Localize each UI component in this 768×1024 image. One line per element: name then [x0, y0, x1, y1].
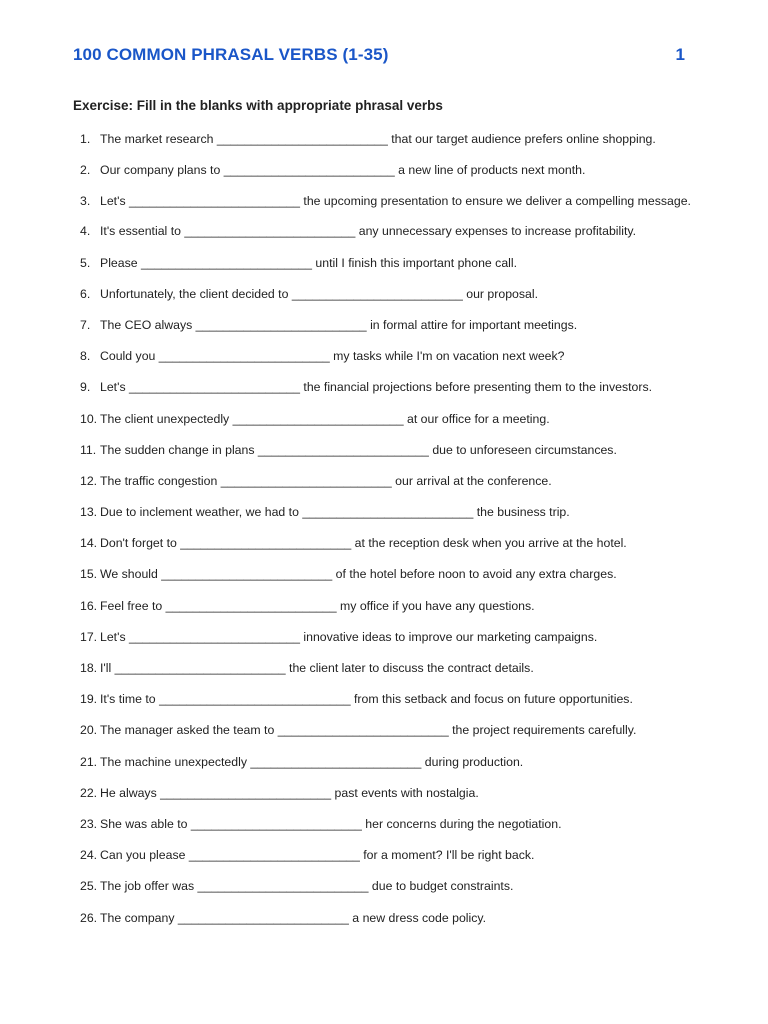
exercise-sentence: Let's _________________________ the financial projections before presenting them to the investors. [100, 380, 653, 395]
exercise-number-label: 5. [80, 255, 91, 270]
exercise-number [73, 846, 100, 865]
exercise-sentence: It's time to ____________________________ from this setback and focus on future opportunities. [100, 692, 633, 707]
exercise-number-label: 25. [80, 879, 98, 894]
exercise-item [73, 877, 694, 896]
exercise-number-label: 20. [80, 723, 98, 738]
exercise-sentence: We should _________________________ of the hotel before noon to avoid any extra charges. [100, 567, 617, 582]
exercise-sentence: The traffic congestion _________________________ our arrival at the conference. [100, 473, 552, 488]
exercise-sentence: The client unexpectedly _________________________ at our office for a meeting. [100, 411, 550, 426]
exercise-item [73, 534, 694, 553]
exercise-number-label: 8. [80, 349, 91, 364]
exercise-number [73, 410, 100, 429]
exercise-item [73, 472, 694, 491]
exercise-item [73, 410, 694, 429]
exercise-number [73, 565, 100, 584]
exercise-sentence: Can you please _________________________ for a moment? I'll be right back. [100, 848, 535, 863]
exercise-item [73, 285, 694, 304]
exercise-number [73, 597, 100, 616]
exercise-number [73, 784, 100, 803]
exercise-item [73, 254, 694, 273]
exercise-item [73, 659, 694, 678]
exercise-item [73, 222, 694, 241]
exercise-item [73, 597, 694, 616]
exercise-item [73, 130, 694, 149]
exercise-number [73, 285, 100, 304]
exercise-sentence: Let's _________________________ the upcoming presentation to ensure we deliver a compelling message. [100, 194, 691, 209]
exercise-item [73, 565, 694, 584]
page-number: 1 [675, 45, 685, 64]
exercise-number [73, 753, 100, 772]
exercise-number-label: 15. [80, 567, 98, 582]
exercise-item [73, 753, 694, 772]
exercise-number-label: 24. [80, 848, 98, 863]
exercise-number-label: 13. [80, 505, 98, 520]
exercise-number-label: 10. [80, 411, 98, 426]
exercise-sentence: Feel free to _________________________ my office if you have any questions. [100, 598, 535, 613]
exercise-number-label: 17. [80, 629, 98, 644]
exercise-number [73, 130, 100, 149]
exercise-number-label: 6. [80, 286, 91, 301]
exercise-number [73, 472, 100, 491]
exercise-sentence: I'll _________________________ the client later to discuss the contract details. [100, 661, 534, 675]
exercise-item [73, 347, 694, 366]
exercise-sentence: The machine unexpectedly _________________________ during production. [100, 754, 524, 769]
exercise-sentence: Could you _________________________ my tasks while I'm on vacation next week? [100, 349, 565, 364]
exercise-item [73, 192, 694, 211]
exercise-number [73, 347, 100, 366]
exercise-number [73, 254, 100, 273]
exercise-number-label: 12. [80, 473, 98, 488]
exercise-instruction: Exercise: Fill in the blanks with appropriate phrasal verbs [73, 98, 443, 113]
exercise-number [73, 628, 100, 647]
exercise-number-label: 14. [80, 536, 98, 551]
exercise-number-label: 2. [80, 163, 91, 178]
exercise-sentence: The market research _________________________ that our target audience prefers online shopping. [100, 132, 656, 146]
exercise-sentence: The manager asked the team to _________________________ the project requirements carefully. [100, 723, 637, 738]
exercise-list [73, 130, 694, 940]
exercise-item [73, 628, 694, 647]
exercise-number [73, 690, 100, 709]
exercise-number [73, 503, 100, 522]
exercise-sentence: Unfortunately, the client decided to _________________________ our proposal. [100, 286, 539, 301]
exercise-number-label: 4. [80, 224, 91, 239]
exercise-number-label: 1. [80, 132, 91, 146]
exercise-item [73, 503, 694, 522]
exercise-sentence: Please _________________________ until I finish this important phone call. [100, 255, 518, 270]
exercise-number-label: 7. [80, 317, 91, 332]
exercise-number [73, 659, 100, 678]
exercise-number [73, 222, 100, 241]
exercise-number-label: 23. [80, 816, 98, 831]
document-title: 100 COMMON PHRASAL VERBS (1-35) [73, 45, 389, 64]
exercise-number [73, 815, 100, 834]
exercise-sentence: The job offer was _________________________ due to budget constraints. [100, 879, 514, 894]
exercise-number-label: 26. [80, 910, 98, 925]
exercise-sentence: She was able to _________________________ her concerns during the negotiation. [100, 816, 562, 831]
exercise-item [73, 721, 694, 740]
exercise-sentence: The CEO always _________________________ in formal attire for important meetings. [100, 317, 578, 332]
exercise-sentence: Due to inclement weather, we had to _________________________ the business trip. [100, 505, 570, 520]
exercise-number [73, 161, 100, 180]
exercise-number-label: 21. [80, 754, 98, 769]
exercise-number-label: 3. [80, 194, 91, 209]
exercise-number [73, 316, 100, 335]
page-header [73, 43, 685, 67]
exercise-sentence: The company _________________________ a new dress code policy. [100, 910, 487, 925]
exercise-number [73, 534, 100, 553]
exercise-number-label: 19. [80, 692, 98, 707]
exercise-item [73, 784, 694, 803]
exercise-item [73, 441, 694, 460]
exercise-number-label: 9. [80, 380, 91, 395]
exercise-number-label: 11. [80, 442, 97, 457]
exercise-item [73, 316, 694, 335]
exercise-sentence: Let's _________________________ innovative ideas to improve our marketing campaigns. [100, 629, 598, 644]
exercise-sentence: It's essential to _________________________ any unnecessary expenses to increase profitability. [100, 224, 637, 239]
exercise-number [73, 909, 100, 928]
exercise-number [73, 441, 100, 460]
exercise-item [73, 161, 694, 180]
exercise-sentence: He always _________________________ past events with nostalgia. [100, 785, 479, 800]
exercise-item [73, 815, 694, 834]
exercise-item [73, 846, 694, 865]
exercise-sentence: The sudden change in plans _________________________ due to unforeseen circumstances. [100, 442, 617, 457]
exercise-number [73, 192, 100, 211]
exercise-item [73, 378, 694, 397]
exercise-item [73, 909, 694, 928]
exercise-sentence: Don't forget to _________________________ at the reception desk when you arrive at the hotel. [100, 536, 627, 551]
exercise-number-label: 18. [80, 661, 98, 675]
exercise-number [73, 378, 100, 397]
exercise-number [73, 877, 100, 896]
exercise-number-label: 22. [80, 785, 98, 800]
exercise-number-label: 16. [80, 598, 98, 613]
exercise-sentence: Our company plans to _________________________ a new line of products next month. [100, 163, 586, 178]
exercise-number [73, 721, 100, 740]
exercise-item [73, 690, 694, 709]
